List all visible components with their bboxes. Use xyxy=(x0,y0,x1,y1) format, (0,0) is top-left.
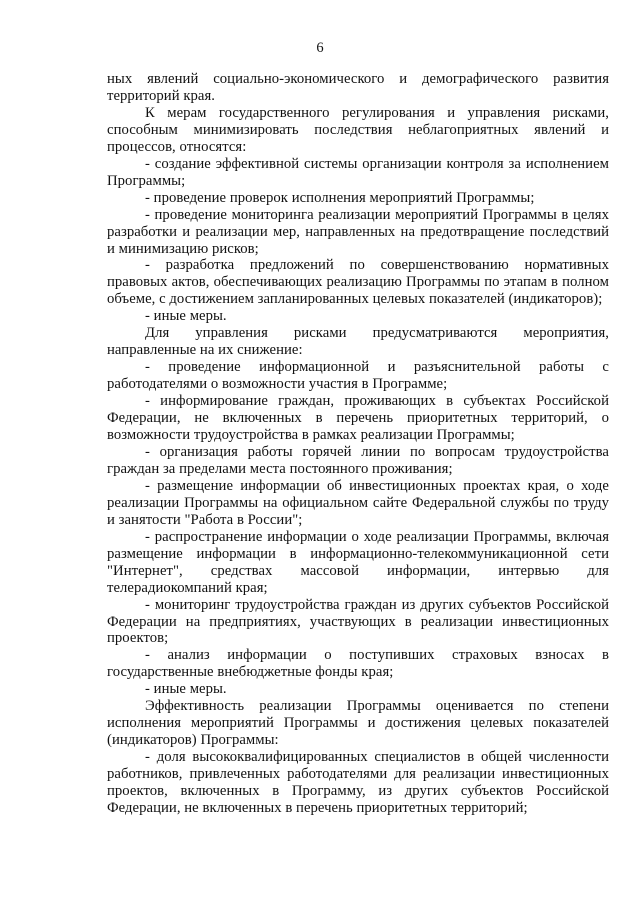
page-number: 6 xyxy=(316,40,324,56)
list-item-employment-monitoring: - мониторинг трудоустройства граждан из других субъектов Российской Федерации на предприятиях, участвующих в реализации инвестиционных проектов; xyxy=(107,596,609,647)
list-item-project-information: - размещение информации об инвестиционных проектах края, о ходе реализации Программы на официальном сайте Федеральной службы по труду и занятости "Работа в России"; xyxy=(107,477,609,528)
paragraph-continuation: ных явлений социально-экономического и демографического развития территорий края. xyxy=(107,71,609,104)
paragraph-risk-management-intro: Для управления рисками предусматриваются мероприятия, направленные на их снижение: xyxy=(107,325,609,359)
list-item-inspections: - проведение проверок исполнения мероприятий Программы; xyxy=(145,189,535,206)
list-item-control-system: - создание эффективной системы организации контроля за исполнением Программы; xyxy=(107,155,609,189)
list-item-employer-outreach: - проведение информационной и разъяснительной работы с работодателями о возможности участия в Программе; xyxy=(107,359,609,393)
list-item-insurance-analysis: - анализ информации о поступивших страховых взносах в государственные внебюджетные фонды края; xyxy=(107,647,609,681)
paragraph-risk-measures-intro: К мерам государственного регулирования и управления рисками, способным минимизировать последствия неблагоприятных явлений и процессов, относятся: xyxy=(107,104,609,155)
list-item-media-dissemination: - распространение информации о ходе реализации Программы, включая размещение информации в информационно-телекоммуникационной сети "Интернет", средствах массовой информации, интервью для телерадиокомпаний края; xyxy=(107,528,609,596)
list-item-other-measures: - иные меры. xyxy=(145,308,227,325)
list-item-monitoring: - проведение мониторинга реализации мероприятий Программы в целях разработки и реализации мер, направленных на предотвращение последствий и минимизацию рисков; xyxy=(107,206,609,257)
list-item-specialists-share: - доля высококвалифицированных специалистов в общей численности работников, привлеченных работодателями для реализации инвестиционных проектов, включенных в Программу, из других субъектов Российской Федерации, не включенных в перечень приоритетных территорий; xyxy=(107,749,609,816)
list-item-hotline: - организация работы горячей линии по вопросам трудоустройства граждан за пределами места постоянного проживания; xyxy=(107,443,609,477)
document-body xyxy=(107,71,609,817)
paragraph-efficiency-intro: Эффективность реализации Программы оценивается по степени исполнения мероприятий Программы и достижения целевых показателей (индикаторов) Программы: xyxy=(107,698,609,749)
list-item-legal-acts: - разработка предложений по совершенствованию нормативных правовых актов, обеспечивающих реализацию Программы по этапам в полном объеме, с достижением запланированных целевых показателей (индикаторов); xyxy=(107,257,609,308)
list-item-informing-citizens: - информирование граждан, проживающих в субъектах Российской Федерации, не включенных в перечень приоритетных территорий, о возможности трудоустройства в рамках реализации Программы; xyxy=(107,393,609,444)
list-item-other-measures-2: - иные меры. xyxy=(145,681,227,698)
